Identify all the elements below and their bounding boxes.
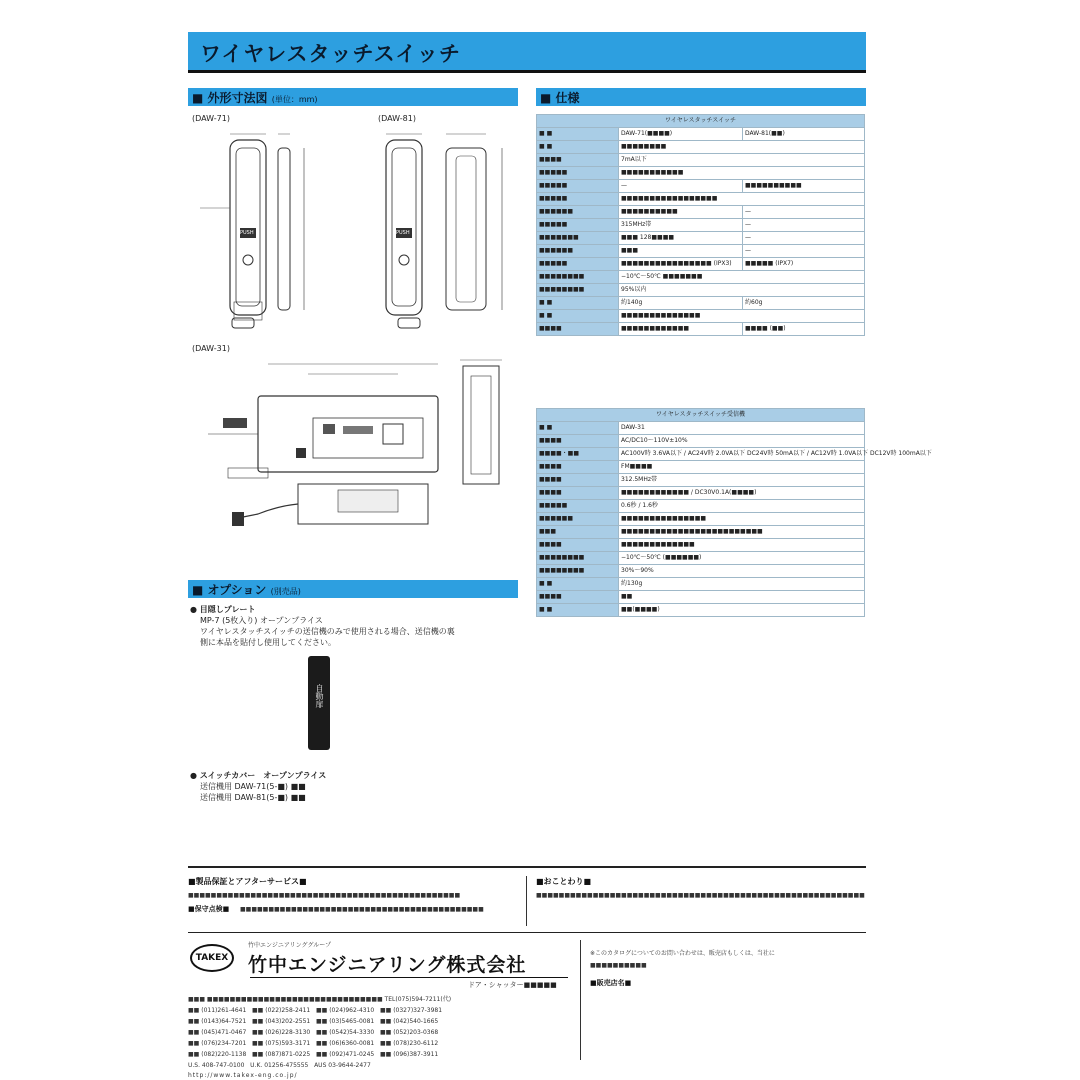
spec-label: ■ ■ bbox=[537, 604, 619, 617]
spec-table-transmitter-title: ワイヤレスタッチスイッチ bbox=[537, 115, 865, 128]
daw71-screw-hole bbox=[243, 255, 253, 265]
notice-heading: ■おことわり■ bbox=[536, 877, 592, 886]
daw71-front-inner bbox=[236, 148, 260, 306]
group-label: 竹中エンジニアリンググループ bbox=[248, 942, 332, 949]
spec-row bbox=[537, 487, 865, 500]
spec-value: — bbox=[743, 245, 865, 258]
takex-logo: TAKEX bbox=[190, 944, 234, 972]
spec-row bbox=[537, 141, 865, 154]
spec-row bbox=[537, 232, 865, 245]
spec-value: — bbox=[743, 232, 865, 245]
spec-value: 315MHz帯 bbox=[619, 219, 743, 232]
address-line: ■■ (0143)64-7521 ■■ (043)202-2551 ■■ (03)5465-0081 ■■ (042)540-1665 bbox=[188, 1018, 439, 1025]
spec-value: — bbox=[619, 180, 743, 193]
spec-value: ■■■■ (■■) bbox=[743, 323, 865, 336]
spec-label: ■■■■・■■ bbox=[537, 448, 619, 461]
spec-row bbox=[537, 219, 865, 232]
spec-value: ■■■■■■■■■■ bbox=[619, 206, 743, 219]
spec-row bbox=[537, 167, 865, 180]
spec-row bbox=[537, 461, 865, 474]
spec-label: ■■■■■ bbox=[537, 167, 619, 180]
spec-value: ■■■■■■■■■■■ bbox=[619, 167, 865, 180]
spec-value: — bbox=[743, 219, 865, 232]
blind-plate-text: 自動扉 bbox=[315, 684, 324, 708]
address-line: ■■■ ■■■■■■■■■■■■■■■■■■■■■■■■■■■■■■■ TEL(075)594-7211(代) bbox=[188, 996, 452, 1003]
spec-label: ■■■■ bbox=[537, 323, 619, 336]
daw31-outline-drawing bbox=[188, 356, 518, 534]
spec-value: 7mA以下 bbox=[619, 154, 865, 167]
model-label-daw71: (DAW-71) bbox=[192, 114, 230, 123]
spec-value: DAW-31 bbox=[619, 422, 865, 435]
daw71-daw81-outline-drawings bbox=[190, 128, 510, 333]
footer-divider-2 bbox=[188, 932, 866, 933]
spec-row bbox=[537, 578, 865, 591]
spec-value: AC/DC10〜110V±10% bbox=[619, 435, 865, 448]
inquiry-text: ※このカタログについてのお問い合わせは、販売店もしくは、当社に bbox=[590, 950, 775, 957]
spec-value: 約130g bbox=[619, 578, 865, 591]
daw31-cable bbox=[238, 504, 298, 518]
spec-table-transmitter bbox=[536, 114, 865, 336]
spec-label: ■ ■ bbox=[537, 578, 619, 591]
spec-row bbox=[537, 513, 865, 526]
spec-value: 95%以内 bbox=[619, 284, 865, 297]
options-heading bbox=[192, 581, 301, 598]
footer-column-divider bbox=[526, 876, 527, 926]
model-label-daw81: (DAW-81) bbox=[378, 114, 416, 123]
spec-label: ■■■■■■■ bbox=[537, 232, 619, 245]
spec-value: 約60g bbox=[743, 297, 865, 310]
spec-value: ■■■■■■■■■■■■■■■ bbox=[619, 513, 865, 526]
daw71-cross-section bbox=[232, 318, 254, 328]
spec-value: ■■■ bbox=[619, 245, 743, 258]
option-switch-cover-line1: 送信機用 DAW-71(5-■) ■■ bbox=[200, 782, 306, 791]
spec-value: −10℃〜50℃ (■■■■■■) bbox=[619, 552, 865, 565]
spec-label: ■■■■■ bbox=[537, 193, 619, 206]
option-blind-plate-line1: MP-7 (5枚入り) オープンプライス bbox=[200, 616, 323, 625]
spec-row bbox=[537, 604, 865, 617]
spec-value: ■■■■■■■■■■■■■■ bbox=[619, 310, 865, 323]
spec-row bbox=[537, 422, 865, 435]
spec-value: FM■■■■ bbox=[619, 461, 865, 474]
spec-label: ■ ■ bbox=[537, 310, 619, 323]
specs-heading-bar bbox=[536, 88, 866, 106]
spec-label: ■■■■■■■■ bbox=[537, 565, 619, 578]
address-line: ■■ (045)471-0467 ■■ (026)228-3130 ■■ (0542)54-3330 ■■ (052)203-0368 bbox=[188, 1029, 439, 1036]
spec-label: ■■■■■■ bbox=[537, 245, 619, 258]
spec-label: ■■■■■ bbox=[537, 219, 619, 232]
spec-label: ■■■■ bbox=[537, 435, 619, 448]
warranty-text: ■■■■■■■■■■■■■■■■■■■■■■■■■■■■■■■■■■■■■■■■■■■■■■■■ bbox=[188, 892, 461, 899]
daw71-front-outline bbox=[230, 140, 266, 315]
spec-row bbox=[537, 154, 865, 167]
specs-heading: ■ 仕様 bbox=[540, 91, 580, 105]
spec-label: ■ ■ bbox=[537, 128, 619, 141]
spec-value: ■■■■■■■■■■ bbox=[743, 180, 865, 193]
footer-divider bbox=[188, 866, 866, 868]
address-line: ■■ (011)261-4641 ■■ (022)258-2411 ■■ (024)962-4310 ■■ (0327)327-3981 bbox=[188, 1007, 443, 1014]
spec-row bbox=[537, 271, 865, 284]
spec-value: −10℃〜50℃ ■■■■■■■ bbox=[619, 271, 865, 284]
address-block bbox=[188, 994, 451, 1071]
spec-value: ■■■■■ (IPX7) bbox=[743, 258, 865, 271]
spec-label: ■■■■ bbox=[537, 154, 619, 167]
option-blind-plate-line2: ワイヤレスタッチスイッチの送信機のみで使用される場合、送信機の裏 bbox=[200, 627, 455, 636]
dealer-label: ■販売店名■ bbox=[590, 979, 632, 987]
daw31-antenna bbox=[223, 418, 247, 428]
dimensions-heading-text: ■ 外形寸法図 bbox=[192, 91, 268, 105]
options-heading-text: ■ オプション bbox=[192, 583, 267, 597]
spec-value: ■■■■■■■■■■■■ / DC30V0.1A(■■■■) bbox=[619, 487, 865, 500]
daw31-side-view bbox=[463, 366, 499, 484]
spec-row bbox=[537, 297, 865, 310]
spec-value: AC100V時 3.6VA以下 / AC24V時 2.0VA以下 DC24V時 50mA以下 / AC12V時 1.0VA以下 DC12V時 100mA以下 bbox=[619, 448, 865, 461]
spec-row bbox=[537, 180, 865, 193]
spec-row bbox=[537, 448, 865, 461]
option-switch-cover-line2: 送信機用 DAW-81(5-■) ■■ bbox=[200, 793, 306, 802]
option-blind-plate-title: ● 目隠しプレート bbox=[190, 605, 256, 614]
footer-column-divider-2 bbox=[580, 940, 581, 1060]
maintenance-text: ■■■■■■■■■■■■■■■■■■■■■■■■■■■■■■■■■■■■■■■■■■■ bbox=[240, 906, 484, 913]
spec-value: 0.6秒 / 1.6秒 bbox=[619, 500, 865, 513]
spec-label: ■■■■■ bbox=[537, 180, 619, 193]
spec-row bbox=[537, 591, 865, 604]
spec-row bbox=[537, 539, 865, 552]
spec-row bbox=[537, 258, 865, 271]
daw81-front-outline bbox=[386, 140, 422, 315]
option-blind-plate-line3: 側に本品を貼付し使用してください。 bbox=[200, 638, 336, 647]
daw81-screw-hole bbox=[399, 255, 409, 265]
spec-label: ■■■■■■■■ bbox=[537, 271, 619, 284]
spec-value: ■■■■■■■■ bbox=[619, 141, 865, 154]
spec-value: ■■■■■■■■■■■■■■■■ (IPX3) bbox=[619, 258, 743, 271]
options-heading-note: (別売品) bbox=[270, 587, 301, 596]
spec-label: ■■■■ bbox=[537, 539, 619, 552]
spec-label: ■■■■■■ bbox=[537, 513, 619, 526]
address-line: ■■ (082)220-1138 ■■ (087)871-0225 ■■ (092)471-0245 ■■ (096)387-3911 bbox=[188, 1051, 439, 1058]
spec-row bbox=[537, 284, 865, 297]
daw81-front-inner bbox=[392, 148, 416, 306]
company-underline bbox=[250, 977, 568, 978]
spec-value: 312.5MHz帯 bbox=[619, 474, 865, 487]
spec-row bbox=[537, 193, 865, 206]
spec-value: ■■(■■■■) bbox=[619, 604, 865, 617]
spec-label: ■■■■■■■■ bbox=[537, 552, 619, 565]
spec-label: ■■■■■ bbox=[537, 500, 619, 513]
spec-label: ■■■■ bbox=[537, 591, 619, 604]
spec-label: ■■■■ bbox=[537, 487, 619, 500]
spec-value: 約140g bbox=[619, 297, 743, 310]
spec-table-receiver-title: ワイヤレスタッチスイッチ受信機 bbox=[537, 409, 865, 422]
spec-value: DAW-81(■■) bbox=[743, 128, 865, 141]
daw81-push-text: PUSH bbox=[396, 230, 410, 236]
spec-label: ■■■■■■■■ bbox=[537, 284, 619, 297]
spec-label: ■■■■■ bbox=[537, 258, 619, 271]
address-line: U.S. 408-747-0100 U.K. 01256-475555 AUS 03-9644-2477 bbox=[188, 1062, 371, 1069]
title-underline bbox=[188, 70, 866, 73]
spec-label: ■■■■■■ bbox=[537, 206, 619, 219]
spec-value: ■■ bbox=[619, 591, 865, 604]
spec-table-receiver bbox=[536, 408, 932, 617]
spec-value: ■■■■■■■■■■■■■■■■■■■■■■■■■ bbox=[619, 526, 865, 539]
spec-row bbox=[537, 206, 865, 219]
page-title: ワイヤレスタッチスイッチ bbox=[200, 42, 461, 66]
spec-value: ■■■ 128■■■■ bbox=[619, 232, 743, 245]
notice-text: ■■■■■■■■■■■■■■■■■■■■■■■■■■■■■■■■■■■■■■■■■■■■■■■■■■■■■■■■■■ bbox=[536, 892, 865, 899]
daw81-side-outline bbox=[446, 148, 486, 310]
spec-label: ■ ■ bbox=[537, 422, 619, 435]
spec-row bbox=[537, 552, 865, 565]
spec-value: DAW-71(■■■■) bbox=[619, 128, 743, 141]
division-label: ドア・シャッター■■■■■ bbox=[468, 981, 557, 989]
spec-row bbox=[537, 435, 865, 448]
daw71-push-text: PUSH bbox=[240, 230, 254, 236]
spec-row bbox=[537, 474, 865, 487]
spec-label: ■ ■ bbox=[537, 141, 619, 154]
address-line: ■■ (076)234-7201 ■■ (075)593-3171 ■■ (06)6360-0081 ■■ (078)230-6112 bbox=[188, 1040, 439, 1047]
spec-row bbox=[537, 565, 865, 578]
dimensions-heading bbox=[192, 89, 318, 106]
option-switch-cover-title: ● スイッチカバー オープンプライス bbox=[190, 771, 327, 780]
website-url[interactable]: http://www.takex-eng.co.jp/ bbox=[188, 1072, 298, 1079]
spec-label: ■ ■ bbox=[537, 297, 619, 310]
spec-value: ■■■■■■■■■■■■■■■■■ bbox=[619, 193, 865, 206]
warranty-heading: ■製品保証とアフターサービス■ bbox=[188, 877, 307, 886]
spec-label: ■■■■ bbox=[537, 461, 619, 474]
daw71-side-outline bbox=[278, 148, 290, 310]
dimensions-unit-note: (単位：mm) bbox=[271, 95, 318, 104]
spec-value: — bbox=[743, 206, 865, 219]
inquiry-text-2: ■■■■■■■■■■ bbox=[590, 962, 647, 969]
spec-row bbox=[537, 310, 865, 323]
spec-value: ■■■■■■■■■■■■ bbox=[619, 323, 743, 336]
spec-row bbox=[537, 526, 865, 539]
spec-row bbox=[537, 323, 865, 336]
spec-label: ■■■ bbox=[537, 526, 619, 539]
spec-value: ■■■■■■■■■■■■■ bbox=[619, 539, 865, 552]
daw81-cross-section bbox=[398, 318, 420, 328]
model-label-daw31: (DAW-31) bbox=[192, 344, 230, 353]
spec-row bbox=[537, 500, 865, 513]
maintenance-label: ■保守点検■ bbox=[188, 905, 230, 913]
spec-label: ■■■■ bbox=[537, 474, 619, 487]
company-name: 竹中エンジニアリング株式会社 bbox=[248, 954, 527, 976]
spec-row bbox=[537, 245, 865, 258]
spec-row bbox=[537, 128, 865, 141]
spec-value: 30%〜90% bbox=[619, 565, 865, 578]
